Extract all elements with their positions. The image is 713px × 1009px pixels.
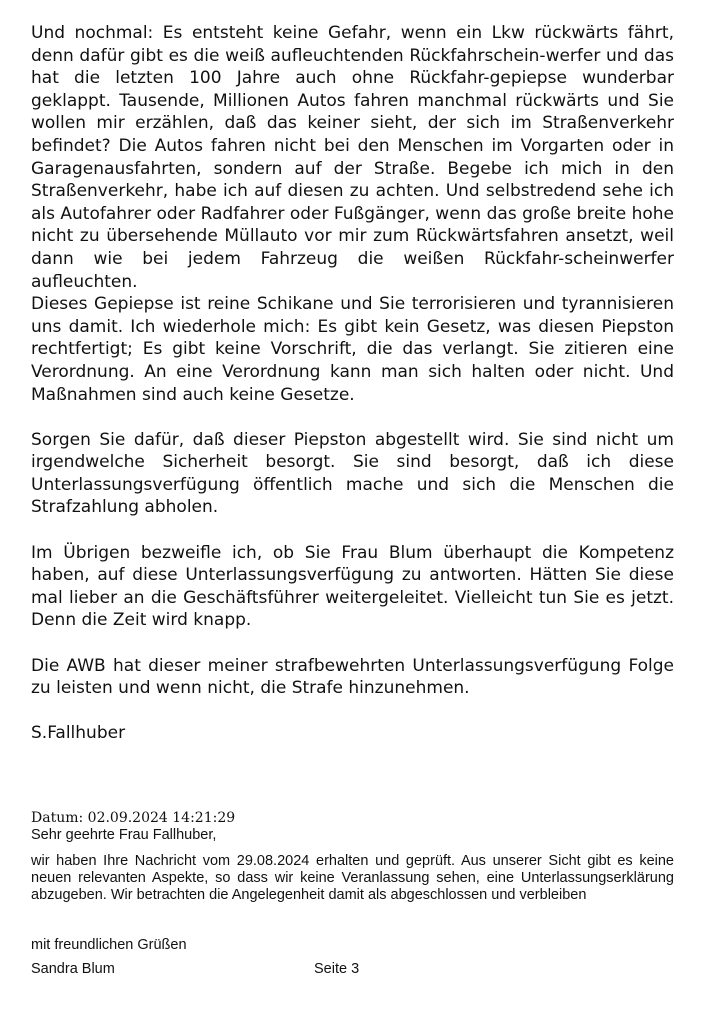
letter-signature: S.Fallhuber [31,723,126,744]
footer-name: Sandra Blum [31,961,115,977]
paragraph-gap [31,632,674,655]
paragraph-gap [31,700,674,723]
paragraph-gap [31,519,674,542]
reply-body: wir haben Ihre Nachricht vom 29.08.2024 erhalten und geprüft. Aus unserer Sicht gibt es keine neuen relevanten Aspekte, so dass wir keine Veranlassung sehen, eine Unterlassungserklärung abzugeben. Wir betrachten die Angelegenheit damit als abgeschlossen und verbleiben [31,853,674,903]
letter-paragraph-3: Sorgen Sie dafür, daß dieser Piepston abgestellt wird. Sie sind nicht um irgendwelche Sicherheit besorgt. Sie sind besorgt, daß ich diese Unterlassungsverfügung öffentlich mache und sich die Menschen die Strafzahlung abholen. [31,429,674,518]
letter-paragraph-5: Die AWB hat dieser meiner strafbewehrten Unterlassungsverfügung Folge zu leisten und wenn nicht, die Strafe hinzunehmen. [31,655,674,699]
letter-paragraph-2: Dieses Gepiepse ist reine Schikane und Sie terrorisieren und tyrannisieren uns damit. Ich wiederhole mich: Es gibt kein Gesetz, was diesen Piepston rechtfertigt; Es gibt keine Vorschrift, die das verlangt. Sie zitieren eine Verordnung. An eine Verordnung kann man sich halten oder nicht. Und Maßnahmen sind auch keine Gesetze. [31,294,674,405]
letter-paragraph-1: Und nochmal: Es entsteht keine Gefahr, wenn ein Lkw rückwärts fährt, denn dafür gibt es die weiß aufleuchtenden Rückfahrschein-werfer und das hat die letzten 100 Jahre auch ohne Rückfahr-gepiepse wunderbar geklappt. Tausende, Millionen Autos fahren manchmal rückwärts und Sie wollen mir erzählen, daß das keiner sieht, der sich im Straßenverkehr befindet? Die Autos fahren nicht bei den Menschen im Vorgarten oder in Garagenausfahrten, sondern auf der Straße. Begebe ich mich in den Straßenverkehr, habe ich auf diesen zu achten. Und selbstredend sehe ich als Autofahrer oder Radfahrer oder Fußgänger, wenn das große breite hohe nicht zu übersehende Müllauto vor mir zum Rückwärtsfahren ansetzt, weil dann wie bei jedem Fahrzeug die weißen Rückfahr-scheinwerfer aufleuchten. [31,23,674,292]
letter-paragraph-4: Im Übrigen bezweifle ich, ob Sie Frau Blum überhaupt die Kompetenz haben, auf diese Unterlassungsverfügung zu antworten. Hätten Sie diese mal lieber an die Geschäftsführer weitergeleitet. Vielleicht tun Sie es jetzt. Denn die Zeit wird knapp. [31,542,674,631]
reply-date: Datum: 02.09.2024 14:21:29 [31,810,236,826]
reply-closing: mit freundlichen Grüßen [31,937,187,953]
page-number: Seite 3 [314,961,360,977]
document-page [31,22,674,977]
paragraph-gap [31,406,674,429]
reply-salutation: Sehr geehrte Frau Fallhuber, [31,827,217,843]
